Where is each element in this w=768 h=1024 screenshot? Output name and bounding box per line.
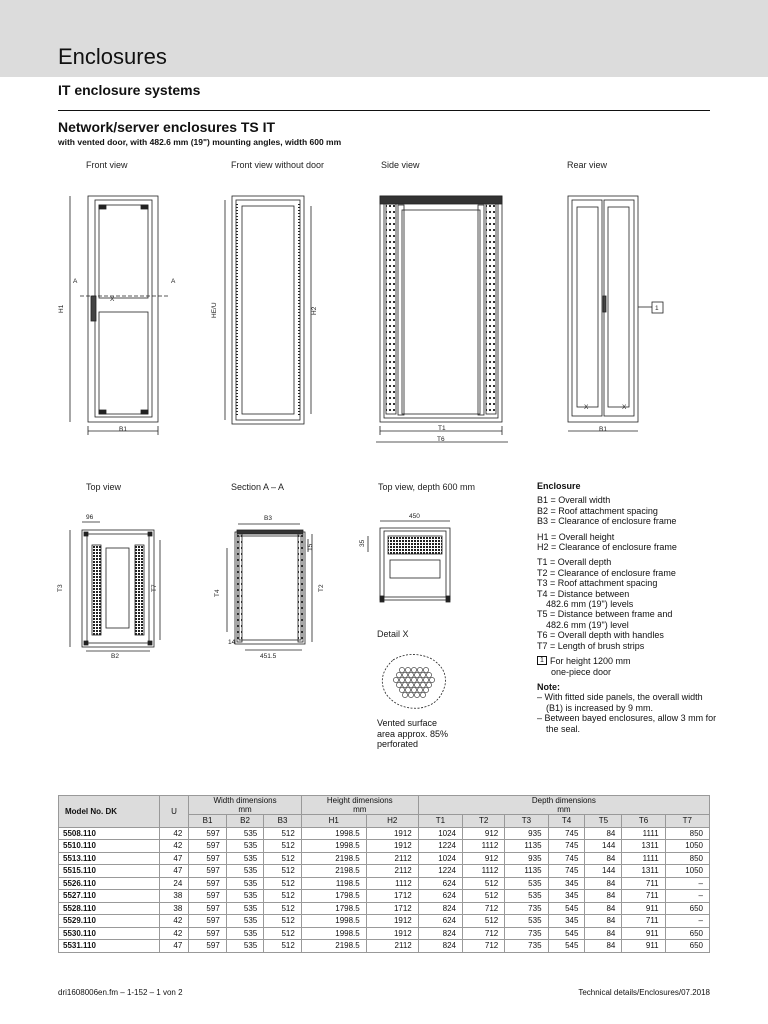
dim-35: 35 <box>359 539 366 547</box>
value-cell: 512 <box>462 915 504 928</box>
value-cell: 735 <box>505 902 548 915</box>
table-row <box>59 890 710 903</box>
page-title: Enclosures <box>58 44 167 69</box>
subheader-cell: H2 <box>366 815 418 828</box>
value-cell: 1224 <box>418 840 462 853</box>
dim-t3: T3 <box>57 584 64 592</box>
table-row <box>59 852 710 865</box>
value-cell: 935 <box>505 827 548 840</box>
value-cell: 535 <box>505 890 548 903</box>
perforation-pattern <box>393 667 434 697</box>
table-row <box>59 827 710 840</box>
subheader-cell: B1 <box>189 815 226 828</box>
value-cell: 911 <box>622 902 665 915</box>
value-cell: 735 <box>505 927 548 940</box>
label-section-view: Section A – A <box>231 482 285 492</box>
dim-b1-rear: B1 <box>599 426 607 433</box>
legend-group-depth <box>537 557 717 651</box>
value-cell: 545 <box>548 927 585 940</box>
value-cell: 745 <box>548 865 585 878</box>
value-cell: 47 <box>159 940 189 953</box>
legend-item: 482.6 mm (19") levels <box>546 599 634 610</box>
value-cell: 1998.5 <box>301 827 366 840</box>
value-cell: 597 <box>189 940 226 953</box>
dim-a-left: A <box>73 278 78 285</box>
product-subtitle: with vented door, with 482.6 mm (19") mounting angles, width 600 mm <box>58 137 342 147</box>
value-cell: 2198.5 <box>301 940 366 953</box>
value-cell: 1712 <box>366 890 418 903</box>
value-cell: 1135 <box>505 840 548 853</box>
dim-h2: H2 <box>311 306 318 315</box>
value-cell: 42 <box>159 927 189 940</box>
section-drawing <box>227 524 312 650</box>
top-view-drawing <box>70 522 160 651</box>
subheader-cell: H1 <box>301 815 366 828</box>
legend-item: T4 = Distance between <box>537 588 630 599</box>
value-cell: 84 <box>585 877 622 890</box>
value-cell: 1798.5 <box>301 902 366 915</box>
value-cell: 535 <box>226 940 263 953</box>
legend-group-height <box>537 532 717 553</box>
value-cell: 535 <box>226 877 263 890</box>
model-number-cell: 5529.110 <box>59 915 160 928</box>
legend-item: B1 = Overall width <box>537 495 611 506</box>
value-cell: 84 <box>585 902 622 915</box>
value-cell: 711 <box>622 915 665 928</box>
dimensions-table <box>58 795 710 953</box>
value-cell: 1712 <box>366 902 418 915</box>
value-cell: 1111 <box>622 852 665 865</box>
value-cell: 512 <box>462 877 504 890</box>
dim-b2: B2 <box>111 653 119 660</box>
value-cell: 38 <box>159 890 189 903</box>
value-cell: – <box>665 877 709 890</box>
value-cell: 624 <box>418 877 462 890</box>
value-cell: – <box>665 915 709 928</box>
dim-x: X <box>110 296 115 303</box>
value-cell: 1311 <box>622 840 665 853</box>
vented-surface-caption <box>377 718 467 750</box>
value-cell: 535 <box>505 877 548 890</box>
value-cell: 84 <box>585 927 622 940</box>
legend-item: H1 = Overall height <box>537 531 615 542</box>
dim-t4: T4 <box>214 589 221 597</box>
detail-x-drawing <box>382 654 445 708</box>
subheader-cell: T4 <box>548 815 585 828</box>
note-item: – Between bayed enclosures, allow 3 mm for the seal. <box>537 713 717 734</box>
dim-15: 15 <box>307 543 314 551</box>
value-cell: 850 <box>665 852 709 865</box>
value-cell: 2112 <box>366 940 418 953</box>
value-cell: 624 <box>418 890 462 903</box>
label-top-view: Top view <box>86 482 122 492</box>
value-cell: 1912 <box>366 840 418 853</box>
value-cell: 2198.5 <box>301 852 366 865</box>
value-cell: 650 <box>665 940 709 953</box>
dim-h1: H1 <box>58 304 65 313</box>
header-height-group: Height dimensions mm <box>301 796 418 815</box>
table-row <box>59 927 710 940</box>
model-number-cell: 5527.110 <box>59 890 160 903</box>
front-view-drawing <box>70 196 168 435</box>
value-cell: 711 <box>622 890 665 903</box>
dim-b1-front: B1 <box>119 426 127 433</box>
callout-box: 1 <box>537 656 547 665</box>
caption-line: Vented surface <box>377 718 438 728</box>
caption-line: perforated <box>377 739 419 749</box>
callout-text-2: one-piece door <box>551 666 612 677</box>
value-cell: 824 <box>418 927 462 940</box>
legend-title: Enclosure <box>537 481 581 491</box>
value-cell: 824 <box>418 902 462 915</box>
value-cell: 824 <box>418 940 462 953</box>
table-row <box>59 865 710 878</box>
dim-14: 14 <box>228 639 236 646</box>
value-cell: 47 <box>159 865 189 878</box>
value-cell: 512 <box>264 865 302 878</box>
value-cell: 911 <box>622 940 665 953</box>
note-title: Note: <box>537 681 560 692</box>
value-cell: 1198.5 <box>301 877 366 890</box>
subheader-cell: T2 <box>462 815 504 828</box>
value-cell: 1135 <box>505 865 548 878</box>
value-cell: 512 <box>264 890 302 903</box>
dim-b3: B3 <box>264 515 272 522</box>
value-cell: 535 <box>505 915 548 928</box>
value-cell: 512 <box>264 927 302 940</box>
value-cell: 1112 <box>462 865 504 878</box>
value-cell: 624 <box>418 915 462 928</box>
value-cell: 1050 <box>665 840 709 853</box>
value-cell: 597 <box>189 890 226 903</box>
value-cell: 512 <box>462 890 504 903</box>
label-front-view-no-door: Front view without door <box>231 160 325 170</box>
value-cell: 935 <box>505 852 548 865</box>
value-cell: 745 <box>548 827 585 840</box>
value-cell: 345 <box>548 915 585 928</box>
callout-1: 1 <box>655 305 659 312</box>
legend-group-width <box>537 495 717 526</box>
product-title: Network/server enclosures TS IT <box>58 119 276 135</box>
value-cell: 38 <box>159 902 189 915</box>
value-cell: 2112 <box>366 865 418 878</box>
value-cell: 712 <box>462 940 504 953</box>
value-cell: 911 <box>622 927 665 940</box>
label-detail-x: Detail X <box>377 629 409 639</box>
dim-t2: T2 <box>318 584 325 592</box>
value-cell: 597 <box>189 877 226 890</box>
label-top-view-depth: Top view, depth 600 mm <box>378 482 476 492</box>
value-cell: 545 <box>548 902 585 915</box>
model-number-cell: 5531.110 <box>59 940 160 953</box>
value-cell: 1224 <box>418 865 462 878</box>
value-cell: 345 <box>548 890 585 903</box>
value-cell: 650 <box>665 927 709 940</box>
value-cell: 84 <box>585 940 622 953</box>
dim-451-5: 451.5 <box>260 653 277 660</box>
value-cell: – <box>665 890 709 903</box>
value-cell: 650 <box>665 902 709 915</box>
value-cell: 512 <box>264 902 302 915</box>
value-cell: 84 <box>585 915 622 928</box>
header-model: Model No. DK <box>59 796 160 828</box>
value-cell: 535 <box>226 890 263 903</box>
value-cell: 345 <box>548 877 585 890</box>
value-cell: 535 <box>226 902 263 915</box>
value-cell: 745 <box>548 840 585 853</box>
value-cell: 144 <box>585 865 622 878</box>
value-cell: 712 <box>462 927 504 940</box>
value-cell: 42 <box>159 840 189 853</box>
value-cell: 1798.5 <box>301 890 366 903</box>
value-cell: 535 <box>226 927 263 940</box>
value-cell: 2112 <box>366 852 418 865</box>
header-depth-group: Depth dimensions mm <box>418 796 709 815</box>
table-row <box>59 940 710 953</box>
legend-item: B3 = Clearance of enclosure frame <box>537 516 677 527</box>
footer-right: Technical details/Enclosures/07.2018 <box>578 988 710 997</box>
dim-450: 450 <box>409 513 420 520</box>
value-cell: 535 <box>226 915 263 928</box>
value-cell: 545 <box>548 940 585 953</box>
value-cell: 912 <box>462 827 504 840</box>
legend-item: T7 = Length of brush strips <box>537 640 645 651</box>
model-number-cell: 5515.110 <box>59 865 160 878</box>
model-number-cell: 5528.110 <box>59 902 160 915</box>
value-cell: 1912 <box>366 915 418 928</box>
callout-text-1: For height 1200 mm <box>550 656 631 667</box>
table-row <box>59 902 710 915</box>
value-cell: 512 <box>264 827 302 840</box>
dim-t6: T6 <box>437 436 445 443</box>
value-cell: 535 <box>226 865 263 878</box>
label-rear-view: Rear view <box>567 160 608 170</box>
value-cell: 597 <box>189 915 226 928</box>
subheader-cell: T6 <box>622 815 665 828</box>
dim-96: 96 <box>86 514 94 521</box>
value-cell: 1311 <box>622 865 665 878</box>
value-cell: 512 <box>264 840 302 853</box>
value-cell: 84 <box>585 827 622 840</box>
dim-he-u: HE/U <box>211 302 218 318</box>
side-view-drawing <box>376 196 508 442</box>
model-number-cell: 5526.110 <box>59 877 160 890</box>
value-cell: 1024 <box>418 852 462 865</box>
table-body <box>59 827 710 952</box>
dim-x-rear-left: X <box>584 404 589 411</box>
subheader-cell: T5 <box>585 815 622 828</box>
value-cell: 1912 <box>366 927 418 940</box>
table-row <box>59 840 710 853</box>
value-cell: 512 <box>264 877 302 890</box>
value-cell: 512 <box>264 940 302 953</box>
legend-item: T3 = Roof attachment spacing <box>537 578 658 589</box>
value-cell: 597 <box>189 840 226 853</box>
legend-item: T2 = Clearance of enclosure frame <box>537 567 676 578</box>
legend-item: T6 = Overall depth with handles <box>537 630 664 641</box>
value-cell: 535 <box>226 840 263 853</box>
subheader-cell: T3 <box>505 815 548 828</box>
value-cell: 535 <box>226 827 263 840</box>
value-cell: 84 <box>585 852 622 865</box>
model-number-cell: 5508.110 <box>59 827 160 840</box>
value-cell: 1111 <box>622 827 665 840</box>
legend-item: T5 = Distance between frame and <box>537 609 673 620</box>
value-cell: 1050 <box>665 865 709 878</box>
value-cell: 47 <box>159 852 189 865</box>
legend-item: T1 = Overall depth <box>537 557 612 568</box>
value-cell: 535 <box>226 852 263 865</box>
legend-callout <box>537 656 717 677</box>
front-view-no-door-drawing <box>225 196 311 424</box>
value-cell: 24 <box>159 877 189 890</box>
value-cell: 712 <box>462 902 504 915</box>
value-cell: 597 <box>189 865 226 878</box>
dim-t7: T7 <box>151 584 158 592</box>
rear-view-drawing <box>568 196 663 431</box>
value-cell: 2198.5 <box>301 865 366 878</box>
model-number-cell: 5510.110 <box>59 840 160 853</box>
table-row <box>59 877 710 890</box>
label-front-view: Front view <box>86 160 128 170</box>
value-cell: 1912 <box>366 827 418 840</box>
subheader-cell: B2 <box>226 815 263 828</box>
dim-a-right: A <box>171 278 176 285</box>
value-cell: 745 <box>548 852 585 865</box>
legend-item: 482.6 mm (19") level <box>546 619 629 630</box>
section-title: IT enclosure systems <box>58 82 201 98</box>
value-cell: 597 <box>189 852 226 865</box>
value-cell: 1112 <box>366 877 418 890</box>
value-cell: 1112 <box>462 840 504 853</box>
value-cell: 1998.5 <box>301 840 366 853</box>
header-u: U <box>159 796 189 828</box>
header-width-group: Width dimensions mm <box>189 796 302 815</box>
subheader-cell: T7 <box>665 815 709 828</box>
value-cell: 1998.5 <box>301 915 366 928</box>
legend <box>537 481 717 734</box>
value-cell: 850 <box>665 827 709 840</box>
top-view-depth-drawing <box>368 521 450 602</box>
value-cell: 711 <box>622 877 665 890</box>
dim-t1: T1 <box>438 425 446 432</box>
value-cell: 512 <box>264 852 302 865</box>
subheader-cell: T1 <box>418 815 462 828</box>
model-number-cell: 5530.110 <box>59 927 160 940</box>
value-cell: 597 <box>189 927 226 940</box>
value-cell: 597 <box>189 902 226 915</box>
value-cell: 42 <box>159 915 189 928</box>
footer-left: dri1608006en.fm – 1-152 – 1 von 2 <box>58 988 183 997</box>
value-cell: 84 <box>585 890 622 903</box>
legend-item: H2 = Clearance of enclosure frame <box>537 542 677 553</box>
legend-item: B2 = Roof attachment spacing <box>537 505 658 516</box>
value-cell: 1024 <box>418 827 462 840</box>
value-cell: 512 <box>264 915 302 928</box>
value-cell: 735 <box>505 940 548 953</box>
caption-line: area approx. 85% <box>377 728 449 739</box>
value-cell: 42 <box>159 827 189 840</box>
value-cell: 597 <box>189 827 226 840</box>
table-row <box>59 915 710 928</box>
note-item: – With fitted side panels, the overall width (B1) is increased by 9 mm. <box>537 692 703 713</box>
label-side-view: Side view <box>381 160 420 170</box>
subheader-cell: B3 <box>264 815 302 828</box>
value-cell: 144 <box>585 840 622 853</box>
value-cell: 1998.5 <box>301 927 366 940</box>
dim-x-rear-right: X <box>622 404 627 411</box>
value-cell: 912 <box>462 852 504 865</box>
model-number-cell: 5513.110 <box>59 852 160 865</box>
